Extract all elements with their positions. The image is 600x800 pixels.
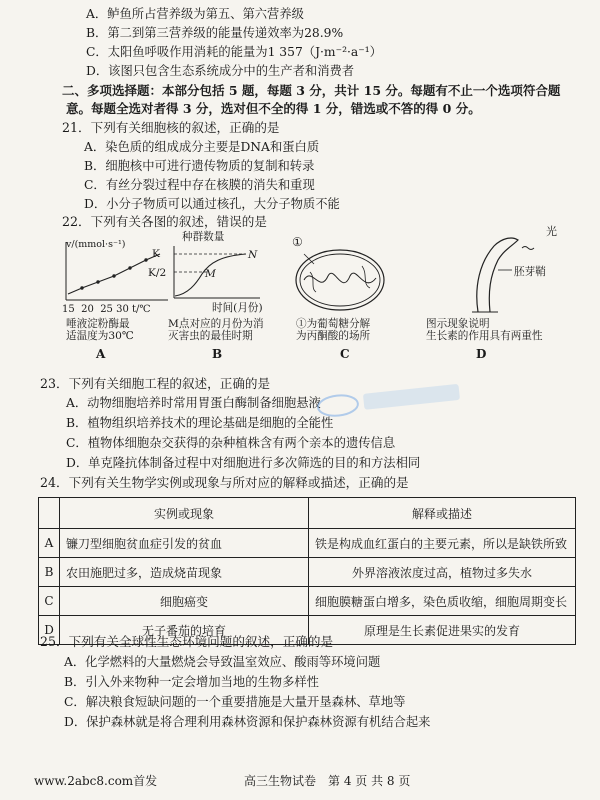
table-header-row — [39, 498, 576, 529]
figure-d-organ-label: 胚芽鞘 — [514, 266, 546, 278]
q21-option-b: B．细胞核中可进行遗传物质的复制和转录 — [84, 159, 315, 173]
table-cell-phenomenon: 镰刀型细胞贫血症引发的贫血 — [60, 529, 309, 558]
q25-option-d: D．保护森林就是将合理利用森林资源和保护森林资源有机结合起来 — [64, 715, 431, 729]
figure-b-m: M — [205, 268, 216, 280]
q23-option-b: B．植物组织培养技术的理论基础是细胞的全能性 — [66, 416, 334, 430]
q25-stem: 25．下列有关全球性生态环境问题的叙述，正确的是 — [40, 634, 334, 649]
figure-c-mark: ① — [292, 235, 303, 249]
q20-option-d: D．该图只包含生态系统成分中的生产者和消费者 — [86, 64, 355, 78]
figure-a-label: A — [96, 347, 106, 361]
table-row — [39, 529, 576, 558]
q25-option-c: C．解决粮食短缺问题的一个重要措施是大量开垦森林、草地等 — [64, 695, 406, 709]
table-cell-phenomenon: 细胞癌变 — [60, 587, 309, 616]
table-row-label: C — [39, 587, 60, 616]
table-row-label: B — [39, 558, 60, 587]
footer-site: www.2abc8.com首发 — [34, 774, 158, 788]
table-cell-phenomenon: 无子番茄的培育 — [60, 616, 309, 645]
table-header-phenomenon: 实例或现象 — [60, 498, 309, 529]
figure-a-x-ticks: 15 20 25 30 t/℃ — [62, 304, 151, 315]
figure-d-caption: 图示现象说明 生长素的作用具有两重性 — [426, 318, 543, 343]
figure-c-caption: ①为葡萄糖分解 为丙酮酸的场所 — [296, 318, 371, 343]
figure-b-label: B — [212, 347, 223, 361]
q21-option-d: D．小分子物质可以通过核孔，大分子物质不能 — [84, 197, 340, 211]
table-row-label: A — [39, 529, 60, 558]
table-row — [39, 587, 576, 616]
q24-stem: 24．下列有关生物学实例或现象与所对应的解释或描述，正确的是 — [40, 475, 409, 490]
q23-option-c: C．植物体细胞杂交获得的杂种植株含有两个亲本的遗传信息 — [66, 436, 396, 450]
q21-stem: 21．下列有关细胞核的叙述，正确的是 — [62, 120, 280, 135]
figure-b-k-half: K/2 — [148, 267, 167, 279]
q20-option-a: A．鲈鱼所占营养级为第五、第六营养级 — [86, 7, 304, 21]
figure-c-label: C — [340, 347, 350, 361]
q23-option-d: D．单克隆抗体制备过程中对细胞进行多次筛选的目的和方法相同 — [66, 456, 421, 470]
figure-b-k: K — [152, 248, 160, 260]
q21-option-c: C．有丝分裂过程中存在核膜的消失和重现 — [84, 178, 315, 192]
q20-option-c: C．太阳鱼呼吸作用消耗的能量为1 357（J·m⁻²·a⁻¹） — [86, 45, 382, 59]
table-row-label: D — [39, 616, 60, 645]
table-row — [39, 558, 576, 587]
q20-option-b: B．第二到第三营养级的能量传递效率为28.9% — [86, 26, 344, 40]
q21-option-a: A．染色质的组成成分主要是DNA和蛋白质 — [84, 140, 320, 154]
q25-option-a: A．化学燃料的大量燃烧会导致温室效应、酸雨等环境问题 — [64, 655, 381, 669]
figure-b-x-label: 时间(月份) — [212, 302, 263, 314]
q22-stem: 22．下列有关各图的叙述，错误的是 — [62, 214, 267, 229]
table-cell-explanation: 外界溶液浓度过高，植物过多失水 — [309, 558, 576, 587]
table-header-blank — [39, 498, 60, 529]
q23-stem: 23．下列有关细胞工程的叙述，正确的是 — [40, 376, 271, 391]
q23-option-a: A．动物细胞培养时常用胃蛋白酶制备细胞悬液 — [66, 396, 321, 410]
q25-option-b: B．引入外来物种一定会增加当地的生物多样性 — [64, 675, 319, 689]
table-cell-explanation: 细胞膜糖蛋白增多，染色质收缩，细胞周期变长 — [309, 587, 576, 616]
q24-table — [38, 497, 576, 645]
figure-b-title: 种群数量 — [182, 231, 225, 243]
figure-d-label: D — [476, 347, 487, 361]
table-cell-explanation: 铁是构成血红蛋白的主要元素，所以是缺铁所致 — [309, 529, 576, 558]
watermark-logo — [315, 377, 468, 428]
figure-c-mitochondrion — [290, 236, 390, 316]
figure-d-light-label: 光 — [546, 225, 557, 238]
table-cell-phenomenon: 农田施肥过多，造成烧苗现象 — [60, 558, 309, 587]
table-header-explanation: 解释或描述 — [309, 498, 576, 529]
figure-b-n: N — [248, 249, 258, 261]
footer-page-number: 高三生物试卷 第 4 页 共 8 页 — [244, 774, 411, 788]
table-cell-explanation: 原理是生长素促进果实的发育 — [309, 616, 576, 645]
figure-a-y-label: v/(mmol·s⁻¹) — [66, 239, 126, 250]
figure-a-caption: 唾液淀粉酶最 适温度为30℃ — [66, 318, 134, 343]
figure-b-caption: M点对应的月份为消 灭害虫的最佳时期 — [168, 318, 264, 343]
section2-instructions-line2: 意。每题全选对者得 3 分，选对但不全的得 1 分，错选或不答的得 0 分。 — [66, 101, 481, 116]
section2-instructions-line1: 二、多项选择题：本部分包括 5 题，每题 3 分，共计 15 分。每题有不止一个选项符合题 — [62, 83, 561, 98]
